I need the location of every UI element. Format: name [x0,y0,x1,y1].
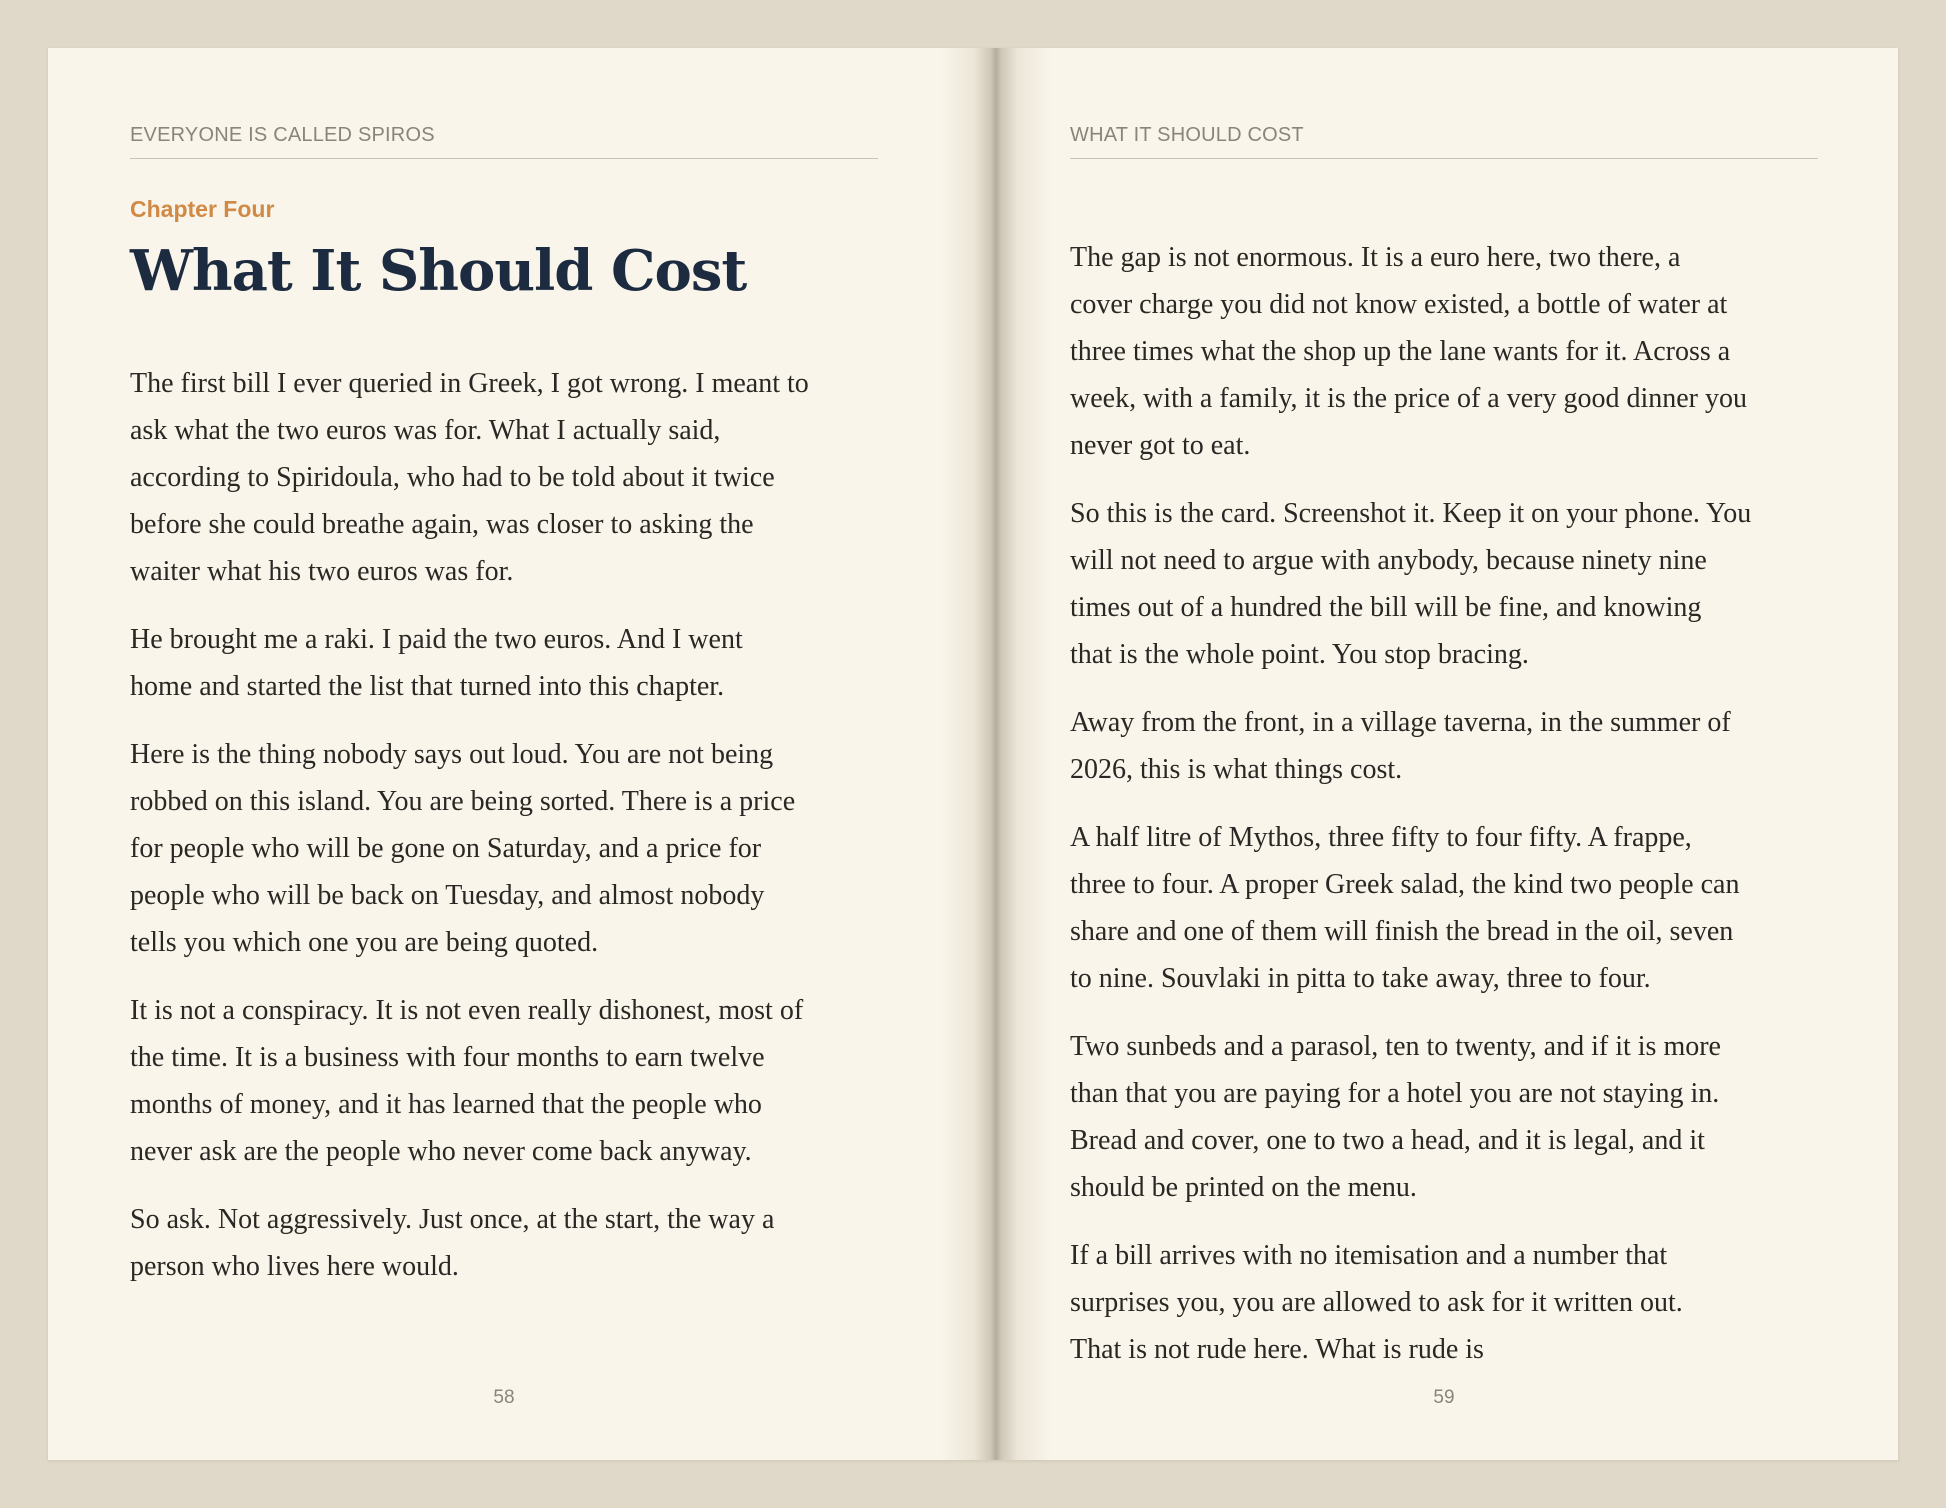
text-line: tells you which one you are being quoted. [130,927,599,958]
right-page [1070,48,1818,1460]
text-line: Here is the thing nobody says out loud. You are not being [130,739,774,770]
running-head: EVERYONE IS CALLED SPIROS [130,124,878,159]
page-number: 58 [493,1387,515,1408]
text-line: Away from the front, in a village taverna, in the summer of [1070,707,1731,738]
text-line: share and one of them will finish the bread in the oil, seven [1070,916,1734,947]
text-line: will not need to argue with anybody, because ninety nine [1070,545,1707,576]
text-line: Two sunbeds and a parasol, ten to twenty, and if it is more [1070,1031,1721,1062]
page-number: 59 [1433,1387,1455,1408]
paragraph [130,1196,890,1290]
paragraph [1070,1232,1830,1373]
text-line: waiter what his two euros was for. [130,556,514,587]
text-line: So ask. Not aggressively. Just once, at the start, the way a [130,1204,775,1235]
text-line: to nine. Souvlaki in pitta to take away, three to four. [1070,963,1651,994]
paragraph [130,731,890,966]
paragraph [1070,699,1830,793]
text-line: three times what the shop up the lane wants for it. Across a [1070,336,1731,367]
text-line: He brought me a raki. I paid the two euros. And I went [130,624,743,655]
paragraph [1070,814,1830,1002]
book-spread [48,48,1898,1460]
body-text [1070,234,1830,1394]
text-line: Bread and cover, one to two a head, and it is legal, and it [1070,1125,1705,1156]
text-line: the time. It is a business with four months to earn twelve [130,1042,765,1073]
text-line: months of money, and it has learned that the people who [130,1089,762,1120]
text-line: cover charge you did not know existed, a bottle of water at [1070,289,1728,320]
paragraph [1070,490,1830,678]
text-line: people who will be back on Tuesday, and almost nobody [130,880,765,911]
chapter-label: Chapter Four [130,196,275,222]
text-line: The first bill I ever queried in Greek, I got wrong. I meant to [130,368,809,399]
chapter-title: What It Should Cost [130,238,747,304]
text-line: A half litre of Mythos, three fifty to four fifty. A frappe, [1070,822,1692,853]
text-line: person who lives here would. [130,1251,459,1282]
text-line: never ask are the people who never come back anyway. [130,1136,752,1167]
text-line: robbed on this island. You are being sorted. There is a price [130,786,796,817]
body-text [130,360,890,1311]
text-line: before she could breathe again, was closer to asking the [130,509,754,540]
paragraph [130,360,890,595]
running-head: WHAT IT SHOULD COST [1070,124,1818,159]
text-line: that is the whole point. You stop bracing. [1070,639,1529,670]
text-line: So this is the card. Screenshot it. Keep it on your phone. You [1070,498,1752,529]
text-line: surprises you, you are allowed to ask for it written out. [1070,1287,1683,1318]
text-line: times out of a hundred the bill will be fine, and knowing [1070,592,1702,623]
book-gutter [941,48,1051,1460]
text-line: for people who will be gone on Saturday, and a price for [130,833,762,864]
text-line: If a bill arrives with no itemisation and a number that [1070,1240,1668,1271]
text-line: never got to eat. [1070,430,1251,461]
text-line: ask what the two euros was for. What I actually said, [130,415,721,446]
text-line: The gap is not enormous. It is a euro here, two there, a [1070,242,1681,273]
paragraph [130,616,890,710]
text-line: 2026, this is what things cost. [1070,754,1403,785]
text-line: home and started the list that turned into this chapter. [130,671,725,702]
paragraph [1070,1023,1830,1211]
paragraph [1070,234,1830,469]
text-line: It is not a conspiracy. It is not even really dishonest, most of [130,995,804,1026]
text-line: three to four. A proper Greek salad, the kind two people can [1070,869,1740,900]
text-line: than that you are paying for a hotel you are not staying in. [1070,1078,1720,1109]
left-page [130,48,878,1460]
paragraph [130,987,890,1175]
text-line: should be printed on the menu. [1070,1172,1417,1203]
text-line: according to Spiridoula, who had to be told about it twice [130,462,775,493]
text-line: That is not rude here. What is rude is [1070,1334,1484,1365]
text-line: week, with a family, it is the price of a very good dinner you [1070,383,1747,414]
